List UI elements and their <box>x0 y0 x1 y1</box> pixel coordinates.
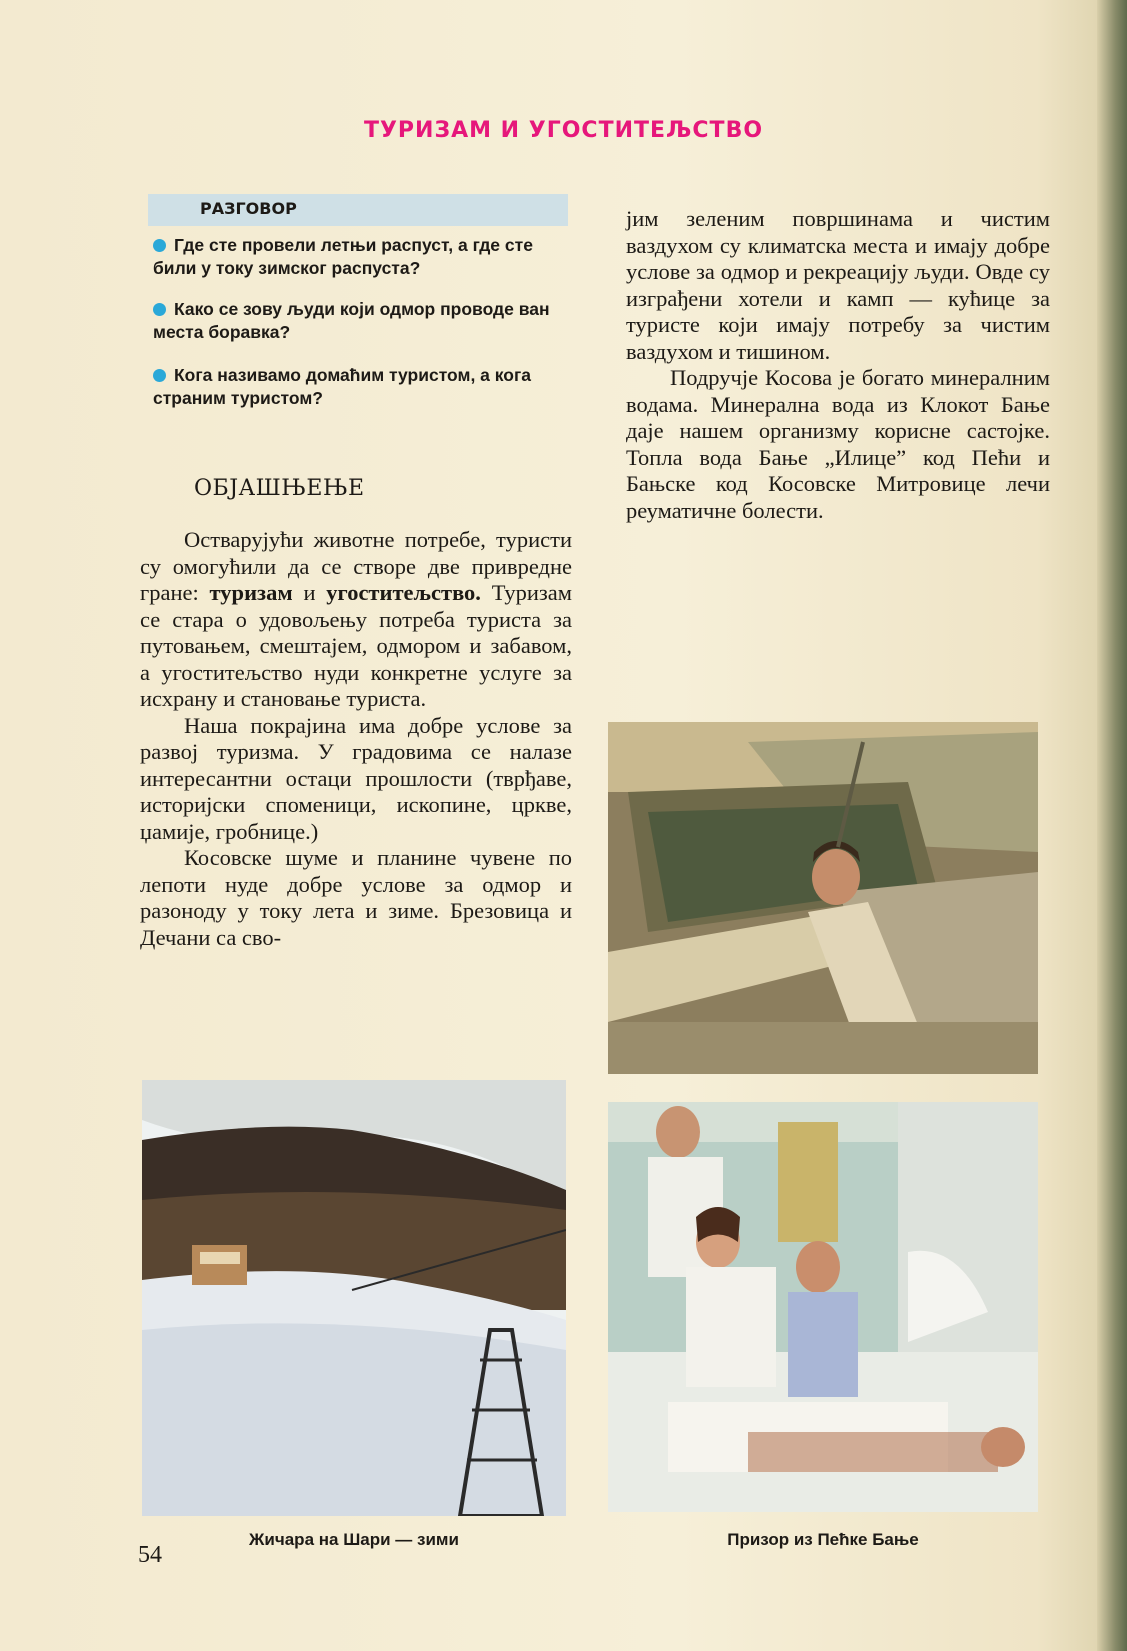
question-3: Кога називамо домаћим туристом, а кога страним туристом? <box>153 365 532 408</box>
left-text-column <box>140 527 572 951</box>
caption-ski-lift: Жичара на Шари — зими <box>249 1530 459 1549</box>
conversation-label: РАЗГОВОР <box>200 199 297 218</box>
bullet-icon <box>153 369 166 382</box>
caption-therapy: Призор из Пећке Бање <box>727 1530 919 1549</box>
paragraph-5: Подручје Косова је богато минералним водама. Минерална вода из Клокот Бање даје нашем организму корисне састојке. Топла вода Бање „Илице” код Пећи и Бањске код Косовске Митровице лечи реуматичне болести. <box>626 365 1050 523</box>
explanation-heading: ОБЈАШЊЕЊЕ <box>194 476 365 501</box>
ski-lift-photo <box>142 1080 566 1516</box>
question-2: Како се зову људи који одмор проводе ван места боравка? <box>153 299 550 342</box>
bullet-icon <box>153 239 166 252</box>
page-edge <box>1097 0 1127 1651</box>
right-text-column <box>626 206 1050 524</box>
paragraph-4: јим зеленим површинама и чистим ваздухом су климатска места и имају добре услове за одмор и рекреацију људи. Овде су изграђени хотели и камп — кућице за туристе који имају потребу за чистим ваздухом и тишином. <box>626 206 1050 364</box>
paragraph-2: Наша покрајина има добре услове за развој туризма. У градовима се налазе интересантни остаци прошлости (тврђаве, историјски споменици, ископине, цркве, џамије, гробнице.) <box>140 712 572 844</box>
question-1: Где сте провели летњи распуст, а где сте били у току зимског распуста? <box>153 235 533 278</box>
bath-photo <box>608 722 1038 1074</box>
page-number: 54 <box>138 1542 162 1568</box>
bullet-icon <box>153 303 166 316</box>
page-title: ТУРИЗАМ И УГОСТИТЕЉСТВО <box>363 118 764 143</box>
paragraph-3: Косовске шуме и планине чувене по лепоти нуде добре услове за одмор и разоноду у току лета и зиме. Брезовица и Дечани са сво- <box>140 845 572 950</box>
therapy-photo <box>608 1102 1038 1512</box>
paragraph-1: Остварујући животне потребе, туристи су омогућили да се створе две привредне гране: туризам и угоститељство. Туризам се стара о удовољењу потреба туриста за путовањем, смештајем, одмором и забавом, а угоститељство нуди конкретне услуге за исхрану и становање туриста. <box>140 527 573 711</box>
